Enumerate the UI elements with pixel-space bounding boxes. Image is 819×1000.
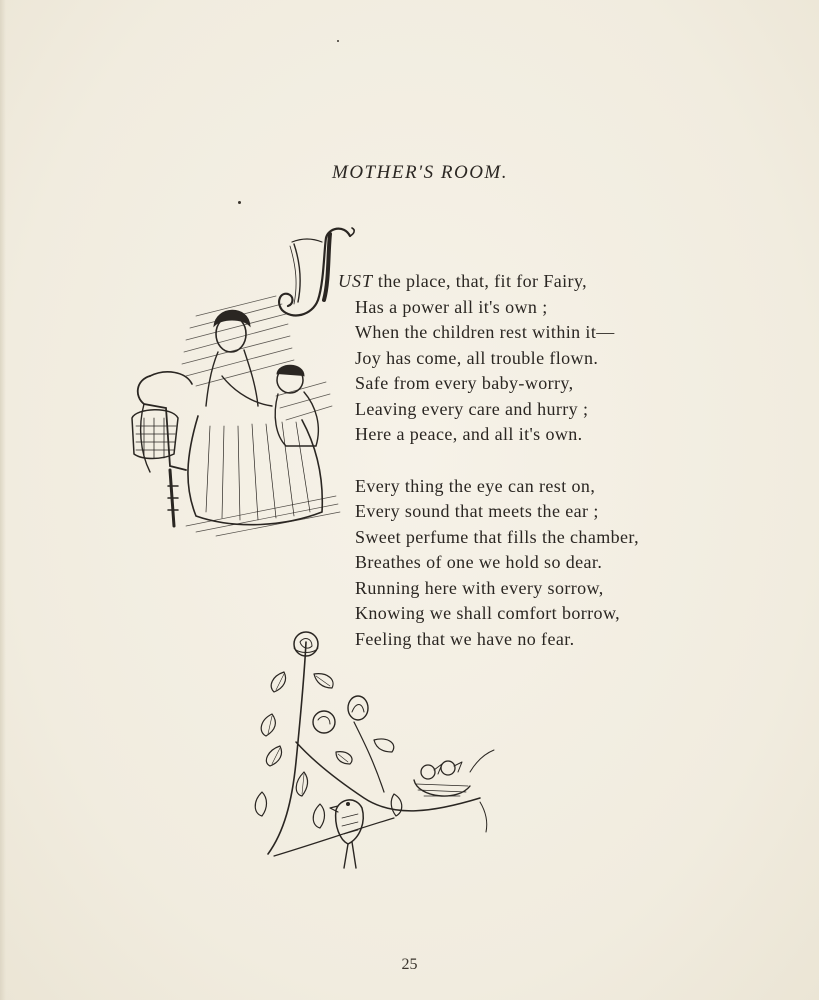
poem-line: Feeling that we have no fear. [355,628,575,649]
page-number: 25 [401,956,418,973]
mother-and-child-illustration [126,276,344,542]
poem-line: Here a peace, and all it's own. [355,424,583,444]
poem [338,269,735,678]
roses-and-birds-illustration [244,622,500,878]
poem-line: Sweet perfume that fills the chamber, [355,526,639,547]
poem-line: Every sound that meets the ear ; [355,501,599,521]
poem-line: Knowing we shall comfort borrow, [355,603,621,623]
poem-line: Safe from every baby-worry, [355,373,574,393]
poem-line: Joy has come, all trouble flown. [355,347,599,368]
poem-stanza-1 [338,269,735,448]
page-gutter-shadow [0,0,6,1000]
page-title: MOTHER'S ROOM. [332,162,508,183]
poem-line: Breathes of one we hold so dear. [355,552,603,572]
poem-line: Running here with every sorrow, [355,577,604,598]
poem-line: Leaving every care and hurry ; [355,398,589,419]
poem-line [338,269,735,295]
poem-line: Every thing the eye can rest on, [355,475,596,496]
ink-speck [238,201,241,204]
poem-line: Has a power all it's own ; [355,296,548,317]
ink-speck [337,40,339,42]
poem-line: When the children rest within it— [355,322,615,342]
poem-first-line-rest: the place, that, fit for Fairy, [373,271,588,291]
poem-first-word: UST [338,271,374,291]
